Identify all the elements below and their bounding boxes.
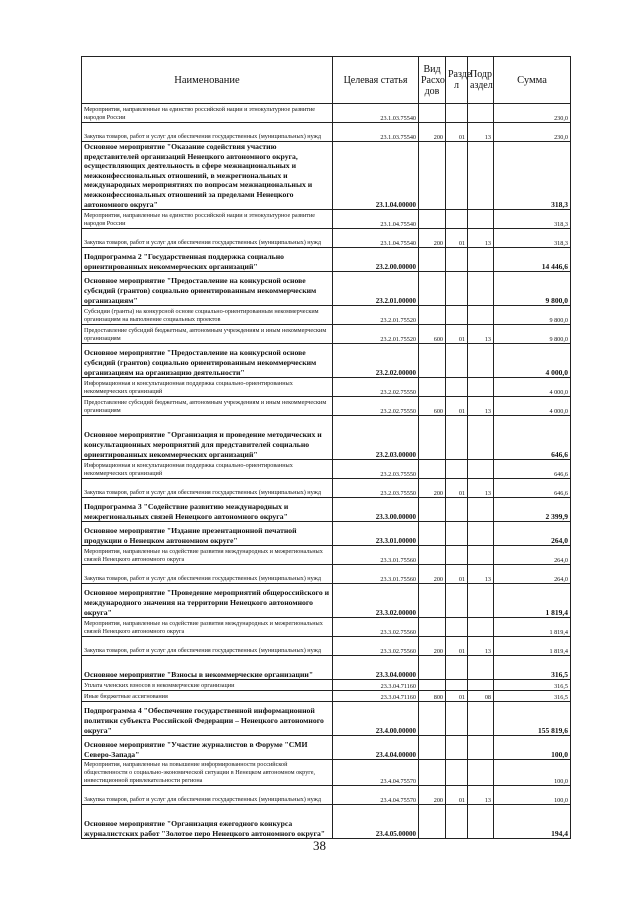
cell-target-article: 23.4.04.75570 [333, 760, 419, 786]
cell-section [446, 498, 468, 522]
cell-expense-type [419, 805, 446, 839]
table-row [82, 736, 571, 760]
cell-sum: 14 446,6 [494, 248, 571, 272]
cell-target-article: 23.2.02.75550 [333, 397, 419, 416]
cell-sum: 155 819,6 [494, 702, 571, 736]
cell-subsection: 13 [468, 786, 494, 805]
cell-expense-type [419, 378, 446, 397]
cell-expense-type [419, 344, 446, 378]
cell-row-name: Основное мероприятие "Проведение мероприятий общероссийского и международного значения на территории Ненецкого автономного округа" [82, 584, 333, 618]
cell-row-name: Мероприятия, направленные на повышение информированности российской общественности о социально-экономической ситуации в Ненецком автономном округе, инвестиционной привлекательности региона [82, 760, 333, 786]
cell-expense-type [419, 416, 446, 460]
cell-target-article: 23.2.02.75550 [333, 378, 419, 397]
cell-target-article: 23.2.01.00000 [333, 272, 419, 306]
cell-row-name: Мероприятия, направленные на содействие развития международных и межрегиональных связей Ненецкого автономного округа [82, 618, 333, 637]
table-row [82, 546, 571, 565]
cell-subsection: 13 [468, 397, 494, 416]
cell-row-name: Закупка товаров, работ и услуг для обеспечения государственных (муниципальных) нужд [82, 479, 333, 498]
cell-sum: 1 819,4 [494, 637, 571, 656]
table-row [82, 680, 571, 691]
table-row [82, 210, 571, 229]
cell-row-name: Основное мероприятие "Предоставление на конкурсной основе субсидий (грантов) социально ориентированным некоммерческим организациям на организацию деятельности" [82, 344, 333, 378]
cell-row-name: Закупка товаров, работ и услуг для обеспечения государственных (муниципальных) нужд [82, 786, 333, 805]
cell-subsection [468, 498, 494, 522]
cell-row-name: Информационная и консультационная поддержка социально-ориентированных некоммерческих организаций [82, 460, 333, 479]
cell-section [446, 460, 468, 479]
cell-row-name: Основное мероприятие "Организация и проведение методических и консультационных мероприятий для представителей социально ориентированных некоммерческих организаций" [82, 416, 333, 460]
cell-row-name: Подпрограмма 2 "Государственная поддержка социально ориентированных некоммерческих организаций" [82, 248, 333, 272]
cell-target-article: 23.2.01.75520 [333, 306, 419, 325]
cell-target-article: 23.1.04.75540 [333, 229, 419, 248]
cell-sum: 646,6 [494, 460, 571, 479]
cell-section [446, 248, 468, 272]
cell-section [446, 618, 468, 637]
cell-sum: 100,0 [494, 736, 571, 760]
cell-subsection [468, 656, 494, 680]
table-row [82, 306, 571, 325]
cell-subsection [468, 210, 494, 229]
cell-row-name: Основное мероприятие "Оказание содействия участию представителей организаций Ненецкого автономного округа, осуществляющих деятельность в сфере межнациональных и межконфессиональных отношений, в межрегиональных и международных мероприятиях по вопросам межнациональных и межконфессиональных отношений за пределами Ненецкого автономного округа" [82, 142, 333, 210]
table-row [82, 584, 571, 618]
cell-expense-type: 200 [419, 123, 446, 142]
cell-row-name: Уплата членских взносов в некоммерческие организации [82, 680, 333, 691]
cell-expense-type [419, 760, 446, 786]
cell-subsection: 13 [468, 479, 494, 498]
cell-expense-type [419, 546, 446, 565]
cell-subsection [468, 416, 494, 460]
cell-sum: 264,0 [494, 546, 571, 565]
table-row [82, 142, 571, 210]
cell-row-name: Основное мероприятие "Взносы в некоммерческие организации" [82, 656, 333, 680]
cell-subsection [468, 272, 494, 306]
cell-expense-type: 200 [419, 229, 446, 248]
cell-expense-type [419, 522, 446, 546]
cell-target-article: 23.3.02.00000 [333, 584, 419, 618]
cell-sum: 264,0 [494, 565, 571, 584]
cell-target-article: 23.4.00.00000 [333, 702, 419, 736]
cell-sum: 194,4 [494, 805, 571, 839]
cell-expense-type [419, 656, 446, 680]
header-name: Наименование [82, 57, 333, 104]
cell-section: 01 [446, 637, 468, 656]
cell-subsection [468, 460, 494, 479]
cell-subsection [468, 680, 494, 691]
cell-section [446, 416, 468, 460]
table-row [82, 702, 571, 736]
cell-sum: 9 800,0 [494, 272, 571, 306]
cell-section [446, 546, 468, 565]
cell-row-name: Мероприятия, направленные на единство российской нации и этнокультурное развитие народов России [82, 210, 333, 229]
table-row [82, 522, 571, 546]
cell-target-article: 23.3.02.75560 [333, 637, 419, 656]
cell-target-article: 23.1.04.00000 [333, 142, 419, 210]
cell-sum: 646,6 [494, 479, 571, 498]
cell-section: 01 [446, 325, 468, 344]
header-sum: Сумма [494, 57, 571, 104]
cell-row-name: Иные бюджетные ассигнования [82, 691, 333, 702]
cell-subsection [468, 142, 494, 210]
cell-subsection: 13 [468, 637, 494, 656]
cell-target-article: 23.3.01.75560 [333, 565, 419, 584]
cell-expense-type [419, 272, 446, 306]
table-row [82, 786, 571, 805]
header-section: Разде л [446, 57, 468, 104]
cell-expense-type: 200 [419, 479, 446, 498]
cell-row-name: Мероприятия, направленные на единство российской нации и этнокультурное развитие народов России [82, 104, 333, 123]
cell-subsection [468, 378, 494, 397]
cell-row-name: Подпрограмма 3 "Содействие развитию международных и межрегиональных связей Ненецкого автономного округа" [82, 498, 333, 522]
cell-section: 01 [446, 786, 468, 805]
cell-target-article: 23.1.03.75540 [333, 104, 419, 123]
cell-target-article: 23.3.01.75560 [333, 546, 419, 565]
table-row [82, 229, 571, 248]
cell-subsection [468, 702, 494, 736]
cell-subsection [468, 104, 494, 123]
cell-subsection [468, 306, 494, 325]
cell-subsection [468, 618, 494, 637]
table-row [82, 618, 571, 637]
cell-expense-type: 200 [419, 786, 446, 805]
cell-section [446, 760, 468, 786]
cell-sum: 100,0 [494, 786, 571, 805]
cell-target-article: 23.2.03.75550 [333, 479, 419, 498]
cell-target-article: 23.2.03.00000 [333, 416, 419, 460]
cell-sum: 4 000,0 [494, 344, 571, 378]
cell-section: 01 [446, 229, 468, 248]
cell-row-name: Закупка товаров, работ и услуг для обеспечения государственных (муниципальных) нужд [82, 123, 333, 142]
table-row [82, 565, 571, 584]
cell-expense-type: 200 [419, 565, 446, 584]
cell-row-name: Закупка товаров, работ и услуг для обеспечения государственных (муниципальных) нужд [82, 229, 333, 248]
cell-section [446, 104, 468, 123]
cell-row-name: Предоставление субсидий бюджетным, автономным учреждениям и иным некоммерческим организациям [82, 397, 333, 416]
table-row [82, 479, 571, 498]
cell-row-name: Закупка товаров, работ и услуг для обеспечения государственных (муниципальных) нужд [82, 565, 333, 584]
cell-sum: 1 819,4 [494, 584, 571, 618]
table-row [82, 272, 571, 306]
cell-expense-type: 800 [419, 691, 446, 702]
cell-section: 01 [446, 565, 468, 584]
cell-target-article: 23.3.04.00000 [333, 656, 419, 680]
cell-subsection [468, 522, 494, 546]
cell-expense-type [419, 142, 446, 210]
cell-subsection: 13 [468, 325, 494, 344]
cell-sum: 9 800,0 [494, 306, 571, 325]
cell-row-name: Основное мероприятие "Организация ежегодного конкурса журналистских работ "Золотое перо Ненецкого автономного округа" [82, 805, 333, 839]
table-row [82, 805, 571, 839]
cell-expense-type [419, 210, 446, 229]
cell-section [446, 378, 468, 397]
cell-expense-type: 600 [419, 397, 446, 416]
cell-row-name: Основное мероприятие "Участие журналистов в Форуме "СМИ Северо-Запада" [82, 736, 333, 760]
header-subsection: Подр аздел [468, 57, 494, 104]
cell-target-article: 23.3.00.00000 [333, 498, 419, 522]
cell-row-name: Основное мероприятие "Издание презентационной печатной продукции о Ненецком автономном округе" [82, 522, 333, 546]
cell-target-article: 23.3.04.71160 [333, 680, 419, 691]
table-row [82, 344, 571, 378]
cell-section [446, 736, 468, 760]
table-row [82, 691, 571, 702]
cell-target-article: 23.4.04.00000 [333, 736, 419, 760]
table-row [82, 378, 571, 397]
cell-sum: 4 000,0 [494, 378, 571, 397]
table-row [82, 656, 571, 680]
cell-sum: 646,6 [494, 416, 571, 460]
cell-sum: 1 819,4 [494, 618, 571, 637]
cell-expense-type [419, 460, 446, 479]
cell-sum: 264,0 [494, 522, 571, 546]
cell-sum: 230,0 [494, 123, 571, 142]
header-expense-type: Вид Расхо дов [419, 57, 446, 104]
cell-target-article: 23.3.02.75560 [333, 618, 419, 637]
table-row [82, 760, 571, 786]
header-target-article: Целевая статья [333, 57, 419, 104]
cell-row-name: Закупка товаров, работ и услуг для обеспечения государственных (муниципальных) нужд [82, 637, 333, 656]
cell-subsection [468, 805, 494, 839]
cell-subsection [468, 584, 494, 618]
cell-subsection [468, 760, 494, 786]
table-row [82, 397, 571, 416]
cell-section: 01 [446, 397, 468, 416]
cell-section [446, 805, 468, 839]
cell-expense-type [419, 736, 446, 760]
cell-subsection: 13 [468, 229, 494, 248]
cell-row-name: Информационная и консультационная поддержка социально-ориентированных некоммерческих организаций [82, 378, 333, 397]
cell-target-article: 23.2.00.00000 [333, 248, 419, 272]
cell-sum: 318,3 [494, 210, 571, 229]
cell-section [446, 142, 468, 210]
cell-expense-type: 200 [419, 637, 446, 656]
cell-sum: 316,5 [494, 656, 571, 680]
cell-target-article: 23.3.01.00000 [333, 522, 419, 546]
cell-sum: 230,0 [494, 104, 571, 123]
cell-subsection: 13 [468, 123, 494, 142]
cell-target-article: 23.3.04.71160 [333, 691, 419, 702]
table-body [82, 104, 571, 839]
cell-expense-type [419, 618, 446, 637]
cell-expense-type [419, 248, 446, 272]
cell-section [446, 344, 468, 378]
cell-sum: 318,3 [494, 229, 571, 248]
cell-target-article: 23.1.03.75540 [333, 123, 419, 142]
cell-subsection [468, 248, 494, 272]
cell-sum: 2 399,9 [494, 498, 571, 522]
table-row [82, 416, 571, 460]
cell-target-article: 23.2.01.75520 [333, 325, 419, 344]
cell-target-article: 23.4.04.75570 [333, 786, 419, 805]
cell-subsection [468, 736, 494, 760]
cell-sum: 318,3 [494, 142, 571, 210]
cell-expense-type: 600 [419, 325, 446, 344]
cell-subsection [468, 546, 494, 565]
cell-section: 01 [446, 691, 468, 702]
cell-target-article: 23.4.05.00000 [333, 805, 419, 839]
cell-section [446, 584, 468, 618]
cell-section [446, 702, 468, 736]
table-row [82, 248, 571, 272]
table-row [82, 460, 571, 479]
cell-section [446, 306, 468, 325]
table-row [82, 104, 571, 123]
cell-sum: 316,5 [494, 691, 571, 702]
cell-section [446, 272, 468, 306]
table-row [82, 498, 571, 522]
cell-expense-type [419, 584, 446, 618]
cell-row-name: Основное мероприятие "Предоставление на конкурсной основе субсидий (грантов) социально ориентированным некоммерческим организациям" [82, 272, 333, 306]
cell-section [446, 210, 468, 229]
budget-table [81, 56, 571, 839]
cell-expense-type [419, 306, 446, 325]
cell-subsection: 13 [468, 565, 494, 584]
cell-sum: 316,5 [494, 680, 571, 691]
cell-section: 01 [446, 123, 468, 142]
cell-target-article: 23.2.03.75550 [333, 460, 419, 479]
cell-expense-type [419, 498, 446, 522]
cell-target-article: 23.2.02.00000 [333, 344, 419, 378]
cell-row-name: Мероприятия, направленные на содействие развития международных и межрегиональных связей Ненецкого автономного округа [82, 546, 333, 565]
cell-section: 01 [446, 479, 468, 498]
cell-target-article: 23.1.04.75540 [333, 210, 419, 229]
cell-row-name: Субсидии (гранты) на конкурсной основе социально-ориентированным некоммерческим организациям на выполнение социальных проектов [82, 306, 333, 325]
cell-subsection [468, 344, 494, 378]
cell-section [446, 680, 468, 691]
cell-expense-type [419, 104, 446, 123]
cell-section [446, 522, 468, 546]
cell-expense-type [419, 702, 446, 736]
cell-row-name: Предоставление субсидий бюджетным, автономным учреждениям и иным некоммерческим организациям [82, 325, 333, 344]
table-row [82, 325, 571, 344]
cell-sum: 9 800,0 [494, 325, 571, 344]
cell-sum: 100,0 [494, 760, 571, 786]
table-row [82, 637, 571, 656]
cell-sum: 4 000,0 [494, 397, 571, 416]
page-number: 38 [313, 838, 326, 853]
cell-row-name: Подпрограмма 4 "Обеспечение государственной информационной политики субъекта Российской Федерации – Ненецкого автономного округа" [82, 702, 333, 736]
table-row [82, 123, 571, 142]
table-header-row [82, 57, 571, 104]
cell-subsection: 08 [468, 691, 494, 702]
cell-section [446, 656, 468, 680]
cell-expense-type [419, 680, 446, 691]
